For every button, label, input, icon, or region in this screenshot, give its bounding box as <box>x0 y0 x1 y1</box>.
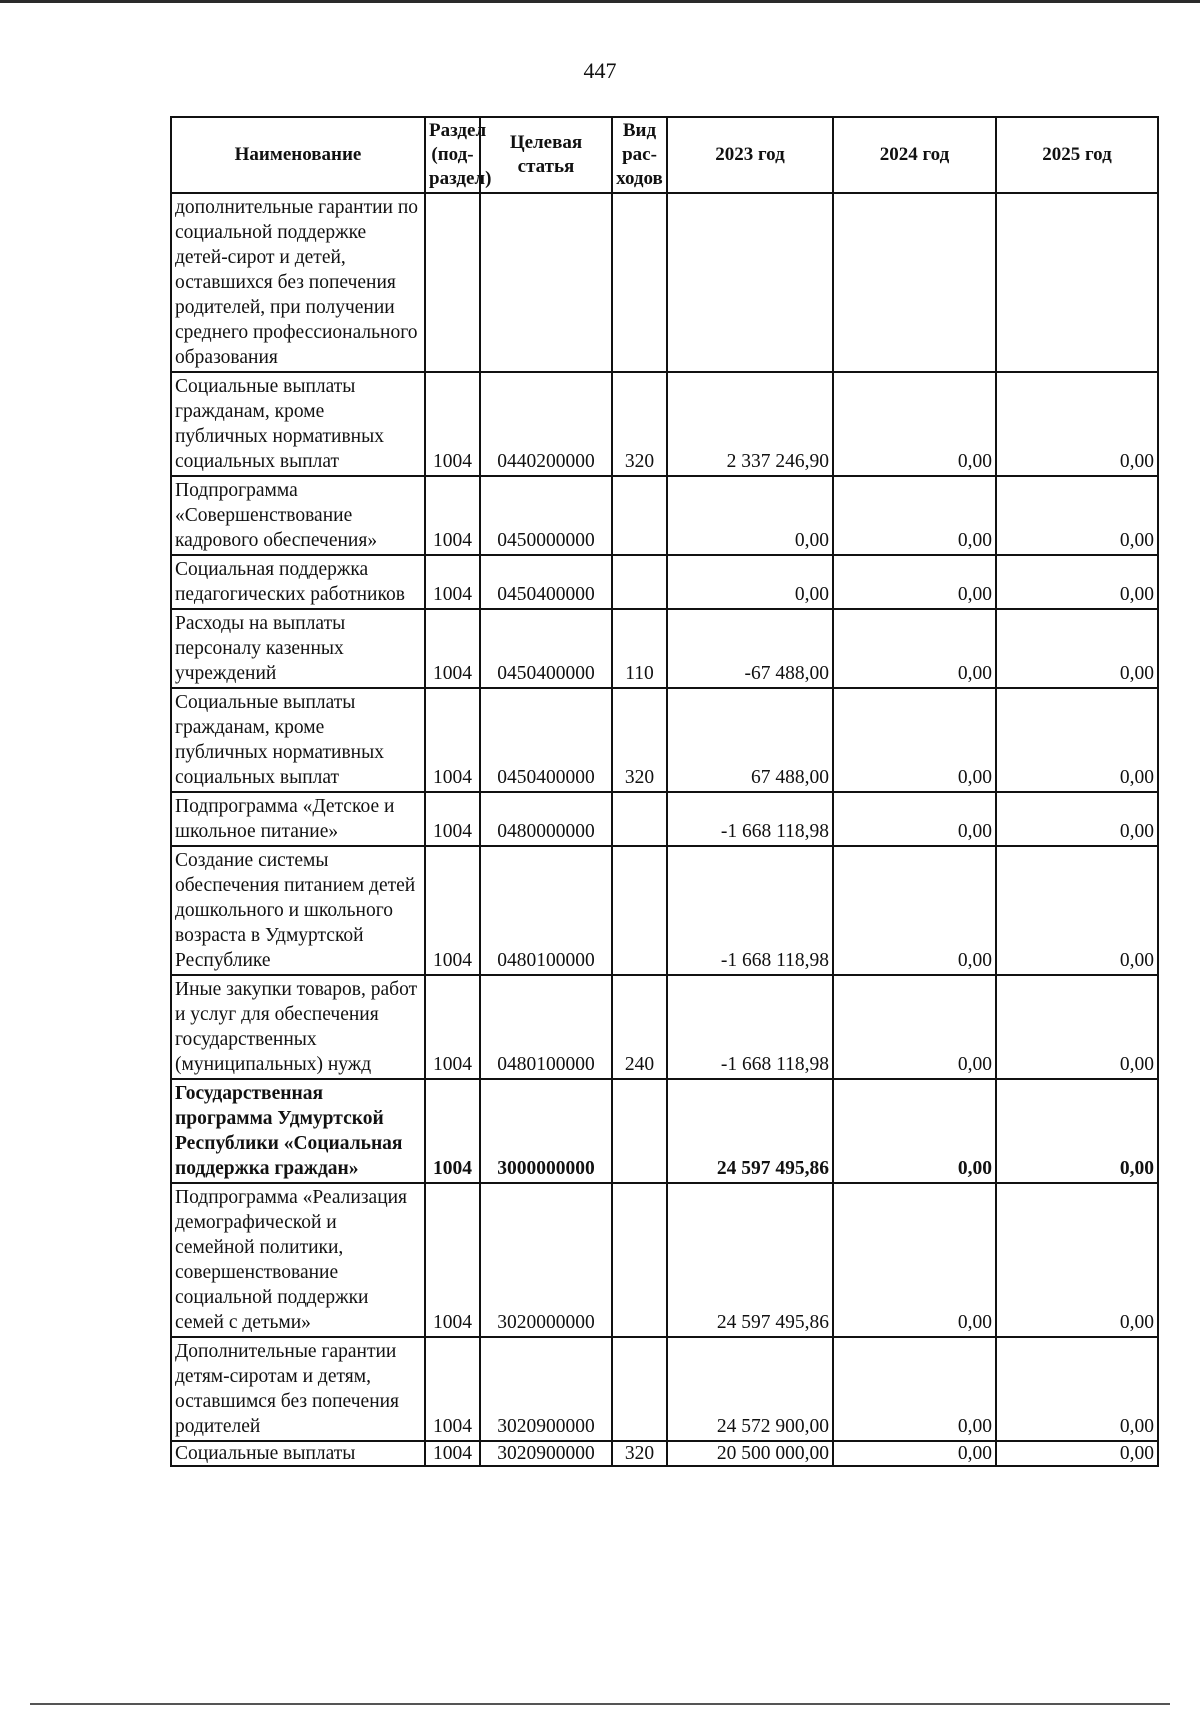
table-row-program <box>171 1079 1158 1183</box>
row-target: 0480000000 <box>480 792 612 846</box>
row-target: 0440200000 <box>480 372 612 476</box>
row-2025: 0,00 <box>996 555 1158 609</box>
row-type: 320 <box>612 372 667 476</box>
table-row <box>171 1183 1158 1337</box>
row-2025: 0,00 <box>996 1079 1158 1183</box>
row-2024: 0,00 <box>833 1079 996 1183</box>
row-2025: 0,00 <box>996 792 1158 846</box>
row-type: 110 <box>612 609 667 688</box>
row-type <box>612 1183 667 1337</box>
table-row <box>171 1337 1158 1441</box>
row-2025: 0,00 <box>996 975 1158 1079</box>
header-2023: 2023 год <box>667 117 833 193</box>
row-2025: 0,00 <box>996 846 1158 975</box>
header-target: Целевая статья <box>480 117 612 193</box>
row-2024: 0,00 <box>833 609 996 688</box>
row-2025: 0,00 <box>996 1337 1158 1441</box>
header-2024: 2024 год <box>833 117 996 193</box>
row-name: Социальные выплаты <box>171 1441 425 1466</box>
row-2024: 0,00 <box>833 975 996 1079</box>
row-2025: 0,00 <box>996 372 1158 476</box>
row-target: 0480100000 <box>480 846 612 975</box>
row-section: 1004 <box>425 846 480 975</box>
row-target: 3000000000 <box>480 1079 612 1183</box>
row-target <box>480 193 612 372</box>
table-row <box>171 846 1158 975</box>
row-2024: 0,00 <box>833 1337 996 1441</box>
budget-table <box>170 116 1159 1467</box>
row-type: 240 <box>612 975 667 1079</box>
row-type <box>612 792 667 846</box>
row-name: Подпрограмма «Реализация демографической и семейной политики, совершенствование социальной поддержки семей с детьми» <box>171 1183 425 1337</box>
table-row <box>171 1441 1158 1466</box>
row-2023: -67 488,00 <box>667 609 833 688</box>
row-2024: 0,00 <box>833 1183 996 1337</box>
row-type <box>612 555 667 609</box>
row-type: 320 <box>612 688 667 792</box>
row-section: 1004 <box>425 1337 480 1441</box>
row-name: Государственная программа Удмуртской Республики «Социальная поддержка граждан» <box>171 1079 425 1183</box>
row-name: Подпрограмма «Детское и школьное питание» <box>171 792 425 846</box>
row-2023: -1 668 118,98 <box>667 846 833 975</box>
row-section: 1004 <box>425 372 480 476</box>
row-section: 1004 <box>425 1079 480 1183</box>
row-2024: 0,00 <box>833 846 996 975</box>
row-name: Создание системы обеспечения питанием детей дошкольного и школьного возраста в Удмуртской Республике <box>171 846 425 975</box>
row-2024: 0,00 <box>833 372 996 476</box>
row-name: Социальная поддержка педагогических работников <box>171 555 425 609</box>
row-section: 1004 <box>425 792 480 846</box>
row-name: Социальные выплаты гражданам, кроме публичных нормативных социальных выплат <box>171 372 425 476</box>
row-type <box>612 1079 667 1183</box>
row-2023: 0,00 <box>667 555 833 609</box>
row-target: 3020000000 <box>480 1183 612 1337</box>
scan-border-top <box>0 0 1200 3</box>
scan-border-bottom <box>30 1703 1170 1705</box>
row-name: дополнительные гарантии по социальной поддержке детей-сирот и детей, оставшихся без попечения родителей, при получении среднего профессионального образования <box>171 193 425 372</box>
row-target: 3020900000 <box>480 1337 612 1441</box>
row-section: 1004 <box>425 1183 480 1337</box>
row-type <box>612 476 667 555</box>
row-name: Социальные выплаты гражданам, кроме публичных нормативных социальных выплат <box>171 688 425 792</box>
row-2024 <box>833 193 996 372</box>
row-section: 1004 <box>425 555 480 609</box>
row-2023: 24 597 495,86 <box>667 1183 833 1337</box>
row-2025: 0,00 <box>996 1441 1158 1466</box>
row-2024: 0,00 <box>833 792 996 846</box>
row-2023: 2 337 246,90 <box>667 372 833 476</box>
header-type: Вид рас-ходов <box>612 117 667 193</box>
row-2024: 0,00 <box>833 476 996 555</box>
row-target: 0450400000 <box>480 688 612 792</box>
table-row <box>171 792 1158 846</box>
row-2024: 0,00 <box>833 555 996 609</box>
row-2023: 24 597 495,86 <box>667 1079 833 1183</box>
row-target: 0450000000 <box>480 476 612 555</box>
row-2025 <box>996 193 1158 372</box>
row-name: Расходы на выплаты персоналу казенных учреждений <box>171 609 425 688</box>
row-target: 0450400000 <box>480 555 612 609</box>
row-name: Дополнительные гарантии детям-сиротам и детям, оставшимся без попечения родителей <box>171 1337 425 1441</box>
row-2025: 0,00 <box>996 688 1158 792</box>
table-row <box>171 476 1158 555</box>
row-2025: 0,00 <box>996 476 1158 555</box>
row-2023: 0,00 <box>667 476 833 555</box>
row-2024: 0,00 <box>833 1441 996 1466</box>
row-target: 0480100000 <box>480 975 612 1079</box>
row-type <box>612 1337 667 1441</box>
row-type: 320 <box>612 1441 667 1466</box>
row-2023: 67 488,00 <box>667 688 833 792</box>
row-type <box>612 846 667 975</box>
table-header-row <box>171 117 1158 193</box>
row-2023 <box>667 193 833 372</box>
row-2025: 0,00 <box>996 609 1158 688</box>
row-section: 1004 <box>425 476 480 555</box>
table-row <box>171 609 1158 688</box>
row-section <box>425 193 480 372</box>
row-2024: 0,00 <box>833 688 996 792</box>
row-section: 1004 <box>425 975 480 1079</box>
row-target: 3020900000 <box>480 1441 612 1466</box>
row-section: 1004 <box>425 609 480 688</box>
table-row <box>171 372 1158 476</box>
header-2025: 2025 год <box>996 117 1158 193</box>
row-type <box>612 193 667 372</box>
row-section: 1004 <box>425 1441 480 1466</box>
table-row <box>171 688 1158 792</box>
row-section: 1004 <box>425 688 480 792</box>
row-2025: 0,00 <box>996 1183 1158 1337</box>
row-2023: -1 668 118,98 <box>667 792 833 846</box>
row-name: Подпрограмма «Совершенствование кадрового обеспечения» <box>171 476 425 555</box>
row-2023: 24 572 900,00 <box>667 1337 833 1441</box>
row-2023: 20 500 000,00 <box>667 1441 833 1466</box>
table-row <box>171 193 1158 372</box>
header-name: Наименование <box>171 117 425 193</box>
header-section: Раздел (под-раздел) <box>425 117 480 193</box>
table-row <box>171 975 1158 1079</box>
row-name: Иные закупки товаров, работ и услуг для обеспечения государственных (муниципальных) нужд <box>171 975 425 1079</box>
row-2023: -1 668 118,98 <box>667 975 833 1079</box>
page-number: 447 <box>583 58 617 83</box>
table-row <box>171 555 1158 609</box>
row-target: 0450400000 <box>480 609 612 688</box>
